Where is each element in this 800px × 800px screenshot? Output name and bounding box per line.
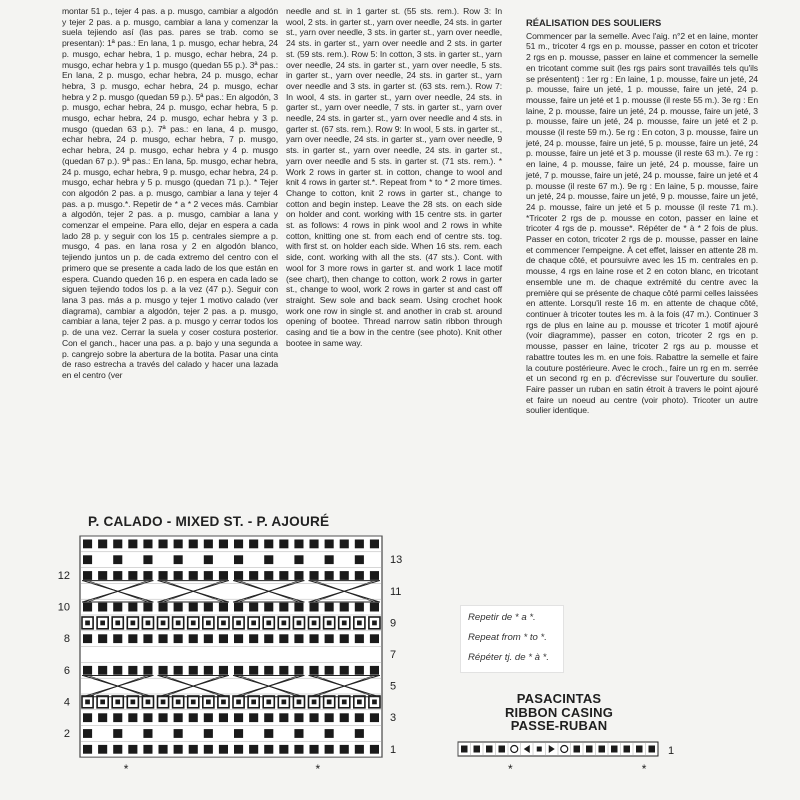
eyelet-centre-mark: [327, 621, 332, 626]
eyelet-centre-mark: [176, 700, 181, 705]
garter-stitch-symbol: [340, 666, 349, 675]
garter-stitch-symbol: [355, 666, 364, 675]
garter-stitch-symbol: [599, 746, 606, 753]
garter-stitch-symbol: [98, 603, 107, 612]
eyelet-centre-mark: [221, 700, 226, 705]
eyelet-centre-mark: [312, 700, 317, 705]
garter-stitch-symbol: [219, 713, 228, 722]
garter-stitch-symbol: [340, 634, 349, 643]
garter-stitch-symbol: [279, 713, 288, 722]
garter-stitch-symbol: [143, 666, 152, 675]
eyelet-centre-mark: [297, 621, 302, 626]
eyelet-centre-mark: [131, 621, 136, 626]
text-column-spanish: [62, 6, 278, 381]
garter-stitch-symbol: [159, 603, 168, 612]
garter-stitch-symbol: [340, 540, 349, 549]
garter-stitch-symbol: [325, 713, 334, 722]
casing-title-spanish: PASACINTAS: [516, 691, 602, 706]
garter-stitch-symbol: [264, 729, 273, 738]
eyelet-centre-mark: [146, 700, 151, 705]
garter-stitch-symbol: [204, 540, 213, 549]
garter-stitch-symbol: [219, 571, 228, 580]
garter-stitch-symbol: [189, 666, 198, 675]
garter-stitch-symbol: [355, 634, 364, 643]
garter-stitch-symbol: [279, 540, 288, 549]
garter-stitch-symbol: [98, 634, 107, 643]
garter-stitch-symbol: [204, 571, 213, 580]
garter-stitch-symbol: [325, 666, 334, 675]
eyelet-centre-mark: [161, 621, 166, 626]
eyelet-centre-mark: [115, 621, 120, 626]
garter-stitch-symbol: [174, 666, 183, 675]
garter-stitch-symbol: [83, 729, 92, 738]
garter-stitch-symbol: [98, 713, 107, 722]
garter-stitch-symbol: [174, 571, 183, 580]
eyelet-centre-mark: [342, 621, 347, 626]
garter-stitch-symbol: [294, 729, 303, 738]
eyelet-centre-mark: [176, 621, 181, 626]
garter-stitch-symbol: [174, 745, 183, 754]
garter-stitch-symbol: [279, 571, 288, 580]
eyelet-centre-mark: [221, 621, 226, 626]
garter-stitch-symbol: [143, 729, 152, 738]
garter-stitch-symbol: [279, 745, 288, 754]
garter-stitch-symbol: [355, 745, 364, 754]
garter-stitch-symbol: [174, 540, 183, 549]
garter-stitch-symbol: [574, 746, 581, 753]
garter-stitch-symbol: [474, 746, 481, 753]
garter-stitch-symbol: [159, 540, 168, 549]
garter-stitch-symbol: [310, 571, 319, 580]
garter-stitch-symbol: [249, 603, 258, 612]
chart-title: P. CALADO - MIXED ST. - P. AJOURÉ: [88, 514, 330, 529]
garter-stitch-symbol: [249, 634, 258, 643]
eyelet-centre-mark: [282, 621, 287, 626]
garter-stitch-symbol: [355, 540, 364, 549]
garter-stitch-symbol: [143, 713, 152, 722]
garter-stitch-symbol: [128, 571, 137, 580]
garter-stitch-symbol: [370, 634, 379, 643]
chart-row-label-left: 10: [57, 601, 70, 614]
garter-stitch-symbol: [249, 571, 258, 580]
chart-row-label-left: 4: [63, 696, 70, 709]
garter-stitch-symbol: [128, 634, 137, 643]
garter-stitch-symbol: [113, 555, 122, 564]
garter-stitch-symbol: [279, 666, 288, 675]
eyelet-centre-mark: [236, 700, 241, 705]
eyelet-centre-mark: [236, 621, 241, 626]
garter-stitch-symbol: [219, 666, 228, 675]
garter-stitch-symbol: [294, 540, 303, 549]
garter-stitch-symbol: [234, 603, 243, 612]
garter-stitch-symbol: [128, 745, 137, 754]
garter-stitch-symbol: [204, 555, 213, 564]
garter-stitch-symbol: [113, 666, 122, 675]
garter-stitch-symbol: [294, 745, 303, 754]
eyelet-centre-mark: [266, 621, 271, 626]
garter-stitch-symbol: [264, 571, 273, 580]
garter-stitch-symbol: [128, 713, 137, 722]
garter-stitch-symbol: [174, 713, 183, 722]
garter-stitch-symbol: [113, 745, 122, 754]
eyelet-centre-mark: [266, 700, 271, 705]
chart-row-label-left: 6: [63, 664, 70, 677]
garter-stitch-symbol: [174, 634, 183, 643]
garter-stitch-symbol: [624, 746, 631, 753]
garter-stitch-symbol: [310, 745, 319, 754]
garter-stitch-symbol: [249, 745, 258, 754]
text-column-english: [286, 6, 502, 349]
garter-stitch-symbol: [279, 603, 288, 612]
garter-stitch-symbol: [159, 745, 168, 754]
garter-stitch-symbol: [83, 745, 92, 754]
garter-stitch-symbol: [264, 555, 273, 564]
centre-stitch-symbol: [537, 747, 542, 752]
spanish-instructions: montar 51 p., tejer 4 pas. a p. musgo, cambiar a algodón y tejer 2 pas. a p. musgo, cambiar a lana y comenzar la suela tejiendo así (las pas. pares se trab. como se presentan): 1ª pas.: En lana, 1 p. musgo, echar hebra, 24 p. musgo, echar hebra, 1 p. musgo, echar hebra, 24 p. musgo, echar hebra y 1 p. musgo (quedan 55 p.). 3ª pas.: En lana, 2 p. musgo, echar hebra, 24 p. musgo, echar hebra, 3 p. musgo, echar hebra, 24 p. musgo, echar hebra y 2 p. musgo (quedan 59 p.). 5ª pas.: En algodón, 3 p. musgo, echar hebra, 24 p. musgo, echar hebra, 5 p. musgo, echar hebra, 24 p. musgo, echar hebra y 3 p. musgo (quedan 63 p.). 7ª pas.: en lana, 4 p. musgo, echar hebra, 24 p. musgo, echar hebra, 7 p. musgo, echar hebra, 24 p. musgo, echar hebra y 4 p. musgo (quedan 67 p.). 9ª pas.: En lana, 5p. musgo, echar hebra, 24 p. musgo, echar hebra, 9 p. musgo, echar hebra, 24 p. musgo, echar hebra y 5 p. musgo (quedan 71 p.). * Tejer con algodón 2 pas. a p. musgo, cambiar a lana y tejer 4 pas. a p. musgo.*. Repetir de * a * 2 veces más. Cambiar a algodón, tejer 2 pas. a p. musgo, cambiar a lana y comenzar el empeine. Para ello, dejar en espera a cada lado 28 p. y seguir con los 15 p. centrales siempre a p. musgo, 4 pas. en lana rosa y 2 en algodón blanco, tejiendo juntos un p. de cada extremo del centro con el primero que se presente a cada lado de los que están en espera. Cuando queden 16 p. en espera en cada lado se siguen tejiendo todos los p. a la vez (47 p.). Seguir con lana 3 pas. más a p. musgo y tejer 1 motivo calado (ver diagrama), cambiar a algodón, tejer 2 pas. a p. musgo, cambiar a lana, tejer 2 pas. a p. musgo y cerrar todos los p. de una vez. Cerrar la suela y coser costura posterior. Con el ganch., hacer una pas. a p. bajo y una segunda a p. cangrejo sobre la abertura de la botita. Pasar una cinta de raso estrecha a través del calado y hacer una lazada en el centro (ver: [62, 6, 278, 380]
garter-stitch-symbol: [98, 540, 107, 549]
eyelet-centre-mark: [191, 700, 196, 705]
chart-row-label-right: 5: [390, 680, 397, 693]
garter-stitch-symbol: [294, 634, 303, 643]
casing-title-french: PASSE-RUBAN: [510, 718, 608, 734]
garter-stitch-symbol: [174, 729, 183, 738]
casing-row-label: 1: [668, 745, 675, 757]
garter-stitch-symbol: [461, 746, 468, 753]
garter-stitch-symbol: [113, 571, 122, 580]
ribbon-casing-chart: [438, 734, 678, 784]
garter-stitch-symbol: [325, 745, 334, 754]
garter-stitch-symbol: [611, 746, 618, 753]
garter-stitch-symbol: [143, 745, 152, 754]
eyelet-centre-mark: [251, 700, 256, 705]
french-instructions: Commencer par la semelle. Avec l'aig. n°2 et en laine, monter 51 m., tricoter 4 rgs en p. mousse, passer en coton et tricoter 2 rgs en p. mousse, passer en laine et commencer la semelle en tricotant comme suit (les rgs pairs sont travaillés tels qu'ils se présentent) : 1er rg : En laine, 1 p. mousse, faire un jeté, 24 p. mousse, faire un jeté, 1 p. mousse, faire un jeté, 24 p. mousse, faire un jeté et 1 p. mousse (il reste 55 m.). 3e rg : En laine, 2 p. mousse, faire un jeté, 24 p. mousse, faire un jeté, 3 p. mousse, faire un jeté, 24 p. mousse, faire un jeté et 2 p. mousse (il reste 59 m.). 5e rg : En coton, 3 p. mousse, faire un jeté, 24 p. mousse, faire un jeté, 5 p. mousse, faire un jeté, 24 p. mousse, faire un jeté et 3 p. mousse (il reste 63 m.). 7e rg : en laine, 4 p. mousse, faire un jeté, 24 p. mousse, faire un jeté, 7 p. mousse, faire un jeté, 24 p. mousse, faire un jeté et 4 p. mousse (il reste 67 m.). 9e rg : En laine, 5 p. mousse, faire un jeté, 24 p. mousse, faire un jeté, 9 p. mousse, faire un jeté, 24 p. mousse, faire un jeté et 5 p. mousse (il reste 71 m.). *Tricoter 2 rgs de p. mousse en coton, passer en laine et tricoter 4 rgs de p. mousse*. Répéter de * à * 2 fois de plus. Passer en coton, tricoter 2 rgs de p. mousse, passer en laine et commencer l'empeigne. À cet effet, laisser en attente 28 m. de chaque côté, et poursuivre avec les 15 m. centrales en p. mousse, 4 rgs en laine rose et 2 en coton blanc, en tricotant ensemble une m. de chaque extrémité du centre avec la première qui se présente de chaque côté parmi celles laissées en attente. Lorsqu'il reste 16 m. en attente de chaque côté, continuer à tricoter toutes les m. à la fois (47 m.). Continuer 3 rgs de plus en laine au p. mousse et tricoter 1 motif ajouré (voir diagramme), passer en coton, tricoter 2 rgs en p. mousse, passer en laine, tricoter 2 rgs au p. mousse et rabattre toutes les m. en une fois. Rabattre la semelle et faire la couture postérieure. Avec le croch., faire un rg en m. serrée et un second rg en p. d'écrevisse sur l'ouverture du soulier. Faire passer un ruban en satin étroit à travers le point ajouré et faire un noeud au centre (voir photo). Tricoter un autre soulier identique.: [526, 30, 758, 416]
eyelet-centre-mark: [251, 621, 256, 626]
garter-stitch-symbol: [264, 713, 273, 722]
garter-stitch-symbol: [310, 540, 319, 549]
garter-stitch-symbol: [219, 540, 228, 549]
garter-stitch-symbol: [159, 571, 168, 580]
french-section-title: RÉALISATION DES SOULIERS: [526, 17, 662, 28]
english-instructions: needle and st. in 1 garter st. (55 sts. rem.). Row 3: In wool, 2 sts. in garter st., yarn over needle, 24 sts. in garter st., yarn over needle, 3 sts. in garter st., yarn over needle, 24 sts. in garter st., yarn over needle and 2 sts. in garter st. (59 sts. rem.). Row 5: In cotton, 3 sts. in garter st., yarn over needle, 24 sts. in garter st., yarn over needle, 5 sts. in garter st., yarn over needle, 24 sts. in garter st., yarn over needle and 3 sts. in garter st. (63 sts. rem.). Row 7: In wool, 4 sts. in garter st., yarn over needle, 24 sts. in garter st., yarn over needle, 7 sts. in garter st., yarn over needle, 24 sts. in garter st., yarn over needle and 4 sts. in garter st. (67 sts. rem.). Row 9: In wool, 5 sts. in garter st., yarn over needle, 24 sts. in garter st., yarn over needle, 9 sts. in garter st., yarn over needle, 24 sts. in garter st., yarn over needle and 5 sts. in garter st. (71 sts. rem.). * Work 2 rows in garter st. in cotton, change to wool and knit 4 rows in garter st.*. Repeat from * to * 2 more times. Change to cotton, knit 2 rows in garter st., change to cotton and begin instep. Leave the 28 sts. on each side on holder and cont. working with 15 centre sts. in garter st. as follows: 4 rows in pink wool and 2 rows in white cotton, knitting one st. from each end of centre sts. tog. with first st. on holder each side. When 16 sts. rem. each side, cont. working with all the sts. (47 sts.). Cont. with wool for 3 more rows in garter st. and work 1 lace motif (see chart), then change to cotton, work 2 rows in garter st., change to wool, work 2 rows in garter st and cast off straight. Sew sole and back seam. Using crochet hook work one row in single st. and another in crab st. around opening of bootee. Thread narrow satin ribbon through casing and tie a bow in the centre (see photo). Knit other bootee in same way.: [286, 6, 502, 348]
garter-stitch-symbol: [98, 666, 107, 675]
garter-stitch-symbol: [83, 540, 92, 549]
eyelet-centre-mark: [115, 700, 120, 705]
eyelet-centre-mark: [357, 700, 362, 705]
garter-stitch-symbol: [234, 729, 243, 738]
garter-stitch-symbol: [325, 540, 334, 549]
garter-stitch-symbol: [128, 540, 137, 549]
garter-stitch-symbol: [264, 634, 273, 643]
garter-stitch-symbol: [234, 713, 243, 722]
garter-stitch-symbol: [325, 634, 334, 643]
garter-stitch-symbol: [294, 571, 303, 580]
casing-title-english: RIBBON CASING: [504, 704, 614, 720]
garter-stitch-symbol: [204, 666, 213, 675]
garter-stitch-symbol: [294, 666, 303, 675]
garter-stitch-symbol: [355, 603, 364, 612]
eyelet-centre-mark: [312, 621, 317, 626]
garter-stitch-symbol: [249, 666, 258, 675]
garter-stitch-symbol: [159, 666, 168, 675]
repeat-marker: *: [641, 762, 647, 776]
garter-stitch-symbol: [83, 713, 92, 722]
garter-stitch-symbol: [204, 729, 213, 738]
garter-stitch-symbol: [204, 713, 213, 722]
legend-box: [460, 605, 564, 673]
garter-stitch-symbol: [340, 745, 349, 754]
garter-stitch-symbol: [310, 634, 319, 643]
repeat-marker: *: [315, 762, 321, 777]
chart-row-label-left: 8: [63, 633, 70, 646]
garter-stitch-symbol: [294, 603, 303, 612]
garter-stitch-symbol: [355, 713, 364, 722]
garter-stitch-symbol: [234, 745, 243, 754]
eyelet-centre-mark: [85, 700, 90, 705]
garter-stitch-symbol: [159, 634, 168, 643]
garter-stitch-symbol: [264, 540, 273, 549]
eyelet-centre-mark: [161, 700, 166, 705]
chart-row-label-left: 12: [57, 569, 70, 582]
chart-row-label-right: 9: [390, 617, 397, 630]
garter-stitch-symbol: [249, 713, 258, 722]
eyelet-centre-mark: [146, 621, 151, 626]
garter-stitch-symbol: [174, 603, 183, 612]
garter-stitch-symbol: [355, 555, 364, 564]
legend-english: Repeat from * to *.: [468, 632, 547, 643]
garter-stitch-symbol: [128, 603, 137, 612]
eyelet-centre-mark: [85, 621, 90, 626]
garter-stitch-symbol: [83, 634, 92, 643]
garter-stitch-symbol: [325, 555, 334, 564]
garter-stitch-symbol: [370, 571, 379, 580]
chart-row-label-right: 11: [390, 585, 402, 598]
eyelet-centre-mark: [191, 621, 196, 626]
chart-row-label-right: 13: [390, 554, 403, 567]
garter-stitch-symbol: [294, 713, 303, 722]
garter-stitch-symbol: [370, 713, 379, 722]
garter-stitch-symbol: [113, 713, 122, 722]
garter-stitch-symbol: [219, 745, 228, 754]
chart-row-label-left: 2: [63, 727, 70, 740]
garter-stitch-symbol: [83, 603, 92, 612]
eyelet-centre-mark: [131, 700, 136, 705]
garter-stitch-symbol: [499, 746, 506, 753]
garter-stitch-symbol: [649, 746, 656, 753]
garter-stitch-symbol: [204, 634, 213, 643]
garter-stitch-symbol: [98, 571, 107, 580]
garter-stitch-symbol: [143, 571, 152, 580]
chart-row-label-right: 1: [390, 743, 397, 756]
repeat-marker: *: [123, 762, 129, 777]
garter-stitch-symbol: [113, 729, 122, 738]
garter-stitch-symbol: [325, 571, 334, 580]
garter-stitch-symbol: [370, 666, 379, 675]
garter-stitch-symbol: [325, 729, 334, 738]
garter-stitch-symbol: [143, 555, 152, 564]
legend-french: Répéter tj. de * à *.: [468, 652, 550, 663]
garter-stitch-symbol: [234, 571, 243, 580]
eyelet-centre-mark: [100, 700, 105, 705]
garter-stitch-symbol: [143, 603, 152, 612]
garter-stitch-symbol: [143, 540, 152, 549]
garter-stitch-symbol: [189, 603, 198, 612]
garter-stitch-symbol: [325, 603, 334, 612]
garter-stitch-symbol: [370, 540, 379, 549]
garter-stitch-symbol: [128, 666, 137, 675]
garter-stitch-symbol: [189, 540, 198, 549]
garter-stitch-symbol: [264, 603, 273, 612]
garter-stitch-symbol: [340, 571, 349, 580]
garter-stitch-symbol: [189, 571, 198, 580]
garter-stitch-symbol: [234, 555, 243, 564]
garter-stitch-symbol: [310, 603, 319, 612]
garter-stitch-symbol: [486, 746, 493, 753]
eyelet-centre-mark: [206, 621, 211, 626]
eyelet-centre-mark: [372, 621, 377, 626]
garter-stitch-symbol: [174, 555, 183, 564]
garter-stitch-symbol: [143, 634, 152, 643]
garter-stitch-symbol: [310, 713, 319, 722]
garter-stitch-symbol: [355, 729, 364, 738]
eyelet-centre-mark: [327, 700, 332, 705]
garter-stitch-symbol: [83, 555, 92, 564]
garter-stitch-symbol: [159, 713, 168, 722]
garter-stitch-symbol: [264, 745, 273, 754]
garter-stitch-symbol: [189, 634, 198, 643]
garter-stitch-symbol: [219, 634, 228, 643]
garter-stitch-symbol: [340, 603, 349, 612]
eyelet-centre-mark: [357, 621, 362, 626]
eyelet-centre-mark: [100, 621, 105, 626]
garter-stitch-symbol: [279, 634, 288, 643]
garter-stitch-symbol: [83, 571, 92, 580]
garter-stitch-symbol: [113, 540, 122, 549]
garter-stitch-symbol: [204, 603, 213, 612]
garter-stitch-symbol: [113, 634, 122, 643]
garter-stitch-symbol: [234, 634, 243, 643]
legend-spanish: Repetir de * a *.: [468, 612, 536, 623]
garter-stitch-symbol: [264, 666, 273, 675]
garter-stitch-symbol: [83, 666, 92, 675]
garter-stitch-symbol: [340, 713, 349, 722]
garter-stitch-symbol: [234, 540, 243, 549]
chart-row-label-right: 7: [390, 648, 397, 661]
garter-stitch-symbol: [355, 571, 364, 580]
eyelet-centre-mark: [342, 700, 347, 705]
garter-stitch-symbol: [189, 745, 198, 754]
chart-row-label-right: 3: [390, 712, 397, 725]
garter-stitch-symbol: [586, 746, 593, 753]
eyelet-centre-mark: [372, 700, 377, 705]
eyelet-centre-mark: [282, 700, 287, 705]
repeat-marker: *: [508, 762, 513, 776]
garter-stitch-symbol: [234, 666, 243, 675]
text-column-french: [526, 6, 758, 416]
garter-stitch-symbol: [310, 666, 319, 675]
garter-stitch-symbol: [370, 603, 379, 612]
garter-stitch-symbol: [636, 746, 643, 753]
garter-stitch-symbol: [219, 603, 228, 612]
eyelet-centre-mark: [206, 700, 211, 705]
garter-stitch-symbol: [204, 745, 213, 754]
garter-stitch-symbol: [249, 540, 258, 549]
garter-stitch-symbol: [189, 713, 198, 722]
eyelet-centre-mark: [297, 700, 302, 705]
garter-stitch-symbol: [113, 603, 122, 612]
garter-stitch-symbol: [370, 745, 379, 754]
garter-stitch-symbol: [294, 555, 303, 564]
garter-stitch-symbol: [98, 745, 107, 754]
stitch-chart: [40, 530, 420, 780]
casing-title: [440, 692, 678, 733]
